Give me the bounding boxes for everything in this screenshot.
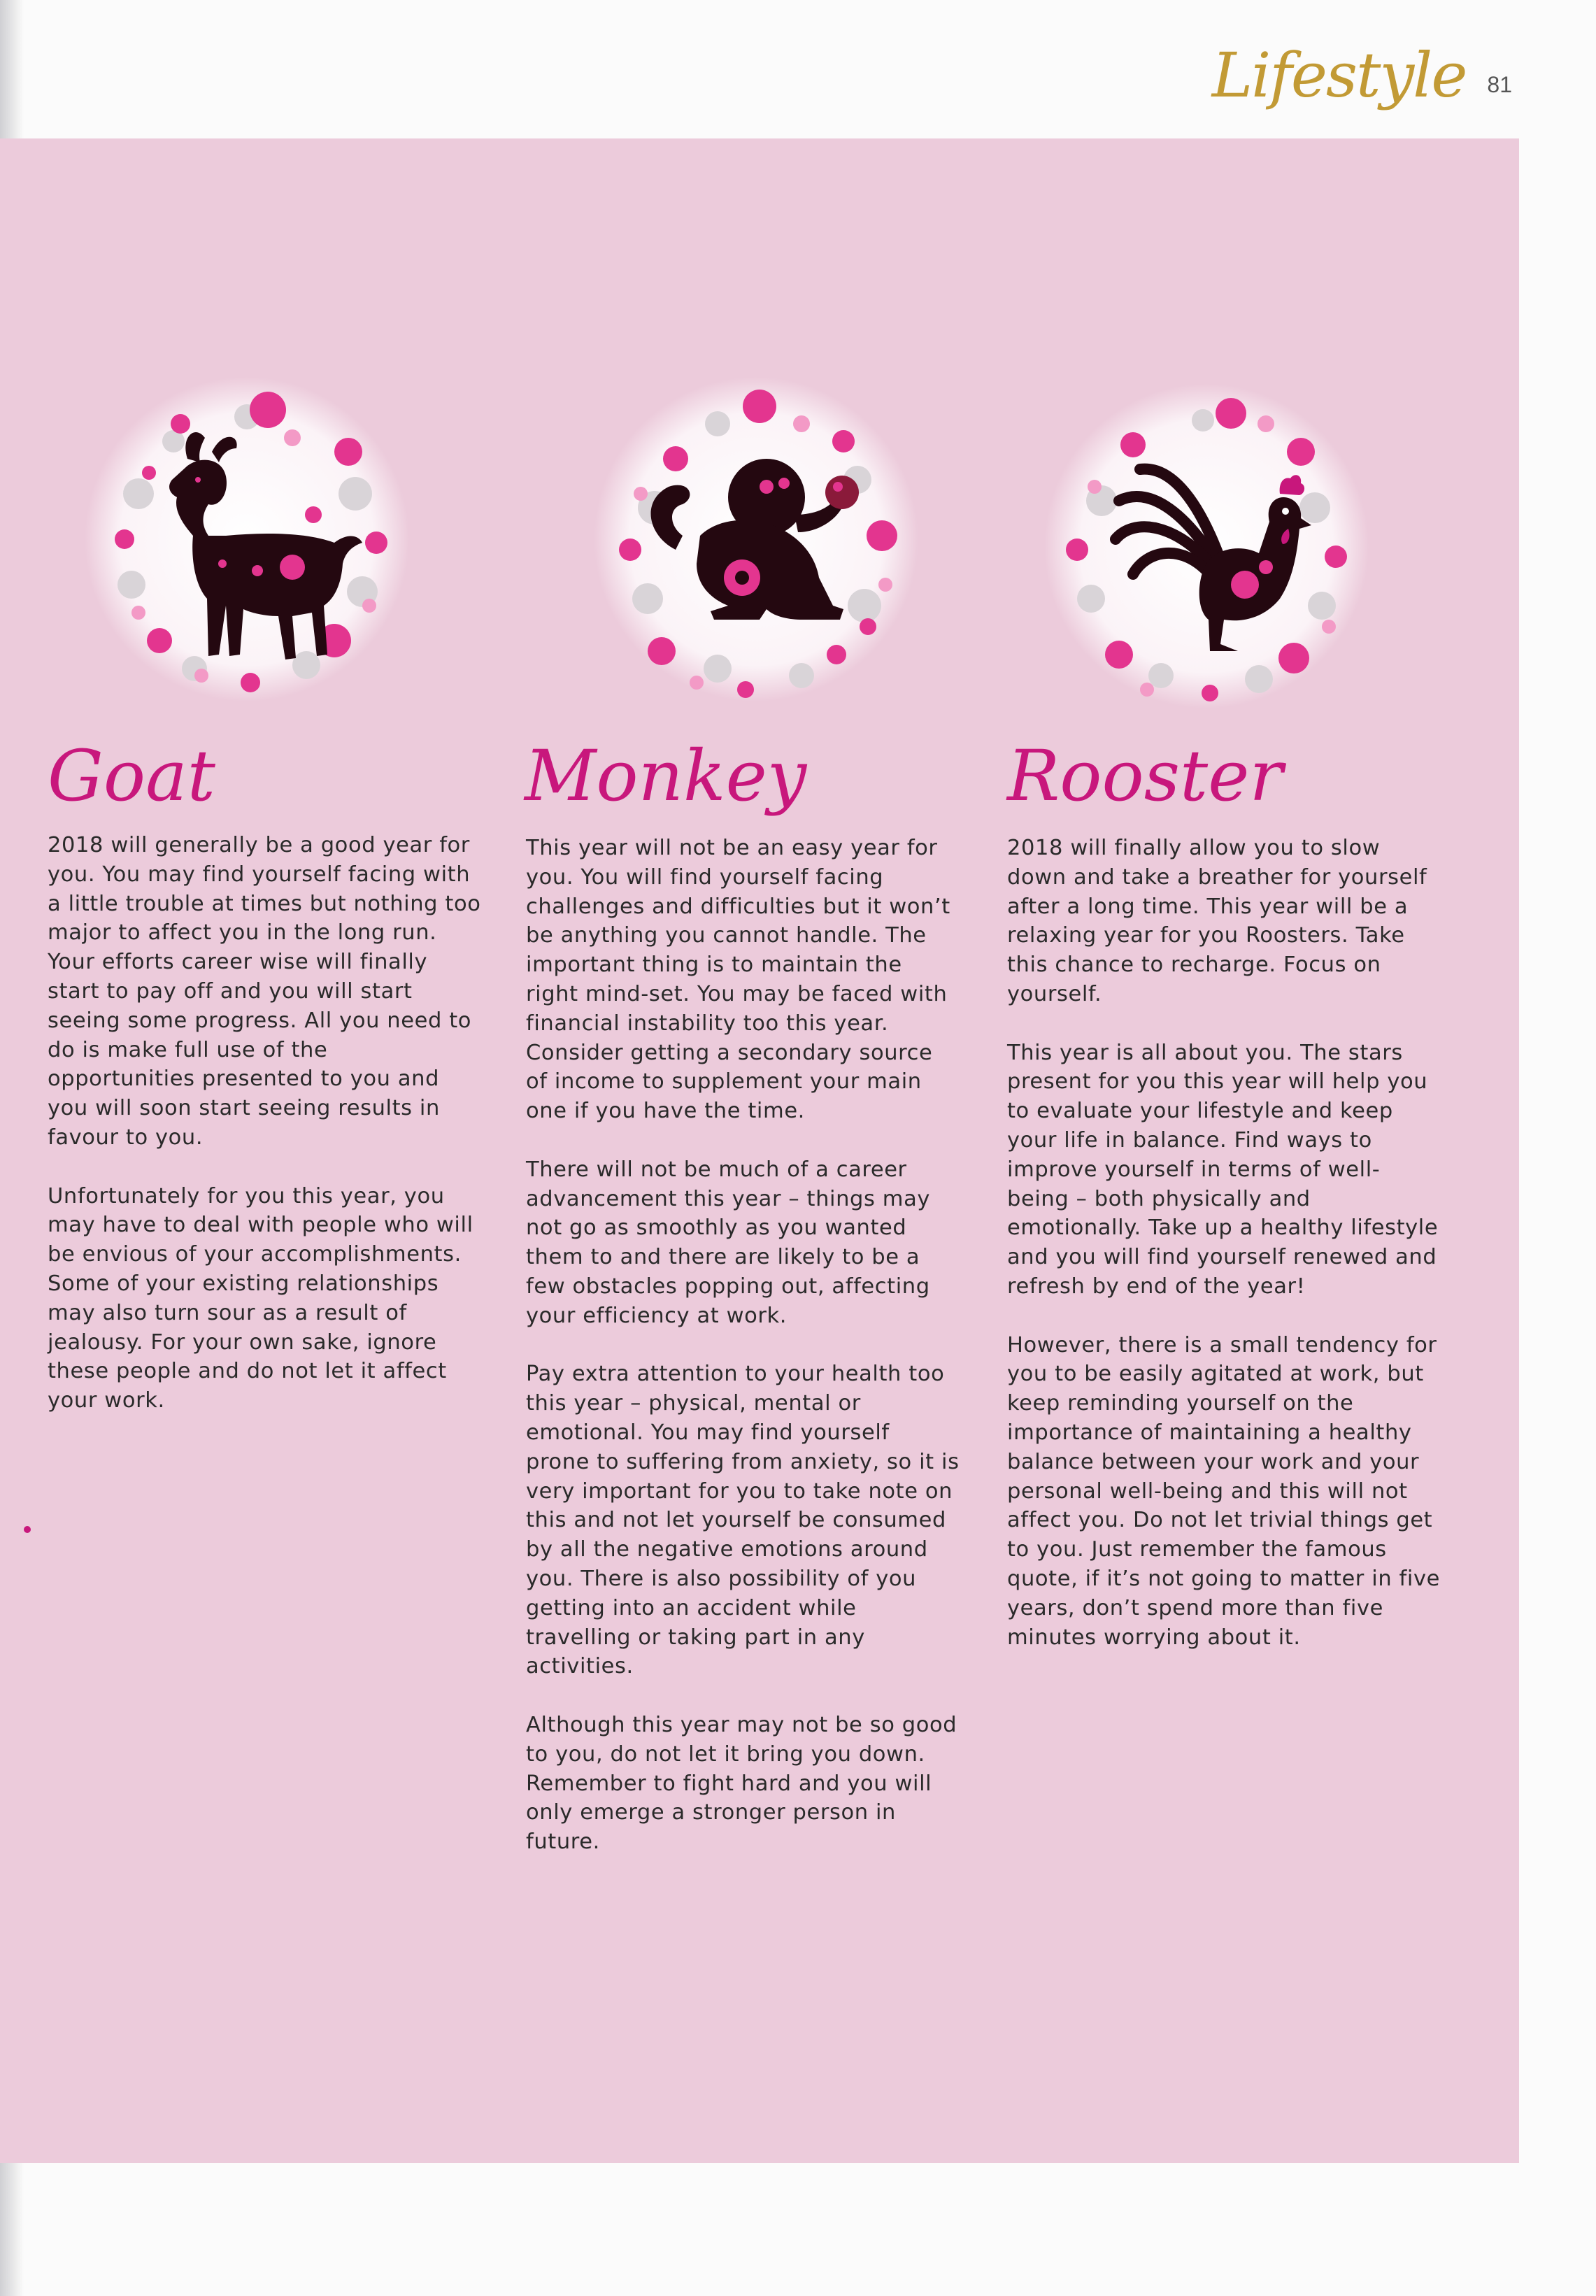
goat-title: Goat [48, 735, 215, 817]
monkey-title: Monkey [525, 735, 807, 817]
monkey-icon [592, 375, 920, 704]
monkey-paragraph: There will not be much of a career advancement this year – things may not go as smoothly as you wanted them to and there are likely to be a few obstacles popping out, affecting your efficiency at work. [526, 1157, 931, 1328]
rooster-description [1007, 834, 1441, 1652]
goat-description [48, 831, 481, 1416]
rooster-paragraph: 2018 will finally allow you to slow down and take a breather for yourself after a long time. This year will be a relaxing year for you Roosters. Take this chance to recharge. Focus on yourself. [1007, 836, 1427, 1006]
goat-paragraph: Unfortunately for you this year, you may have to deal with people who will be envious of your accomplishments. Some of your existing relationships may also turn sour as a result of jealousy. For your own sake, ignore these people and do not let it affect your work. [48, 1183, 473, 1413]
rooster-title: Rooster [1007, 735, 1283, 817]
rooster-paragraph: However, there is a small tendency for you to be easily agitated at work, but keep reminding yourself on the importance of maintaining a healthy balance between your work and your personal well-being and this will not affect you. Do not let trivial things get to you. Just remember the famous quote, if it’s not going to matter in five years, don’t spend more than five minutes worrying about it. [1007, 1332, 1440, 1650]
goat-paragraph: 2018 will generally be a good year for you. You may find yourself facing with a little trouble at times but nothing too major to affect you in the long run. Your efforts career wise will finally start to pay off and you will start seeing some progress. All you need to do is make full use of the opportunities presented to you and you will soon start seeing results in favour to you. [48, 833, 481, 1150]
goat-icon [83, 375, 411, 704]
section-title: Lifestyle [1211, 39, 1467, 111]
rooster-icon [1042, 382, 1371, 711]
content-panel [0, 138, 1519, 2163]
decorative-dot [24, 1526, 31, 1533]
rooster-paragraph: This year is all about you. The stars present for you this year will help you to evaluate your lifestyle and keep your life in balance. Find ways to improve yourself in terms of well-being – both physically and emotionally. Take up a healthy lifestyle and you will find yourself renewed and refresh by end of the year! [1007, 1040, 1439, 1299]
monkey-paragraph: Although this year may not be so good to you, do not let it bring you down. Remember to fight hard and you will only emerge a stronger person in future. [526, 1712, 957, 1855]
monkey-description [526, 834, 960, 1857]
monkey-paragraph: This year will not be an easy year for you. You will find yourself facing challenges and difficulties but it won’t be anything you cannot handle. The important thing is to maintain the right mind-set. You may be faced with financial instability too this year. Consider getting a secondary source of income to supplement your main one if you have the time. [526, 836, 950, 1124]
monkey-paragraph: Pay extra attention to your health too this year – physical, mental or emotional. You may find yourself prone to suffering from anxiety, so it is very important for you to take note on this and not let yourself be consumed by all the negative emotions around you. There is also possibility of you getting into an accident while travelling or taking part in any activities. [526, 1362, 960, 1679]
page-number: 81 [1487, 72, 1512, 97]
page-header [1211, 39, 1512, 111]
